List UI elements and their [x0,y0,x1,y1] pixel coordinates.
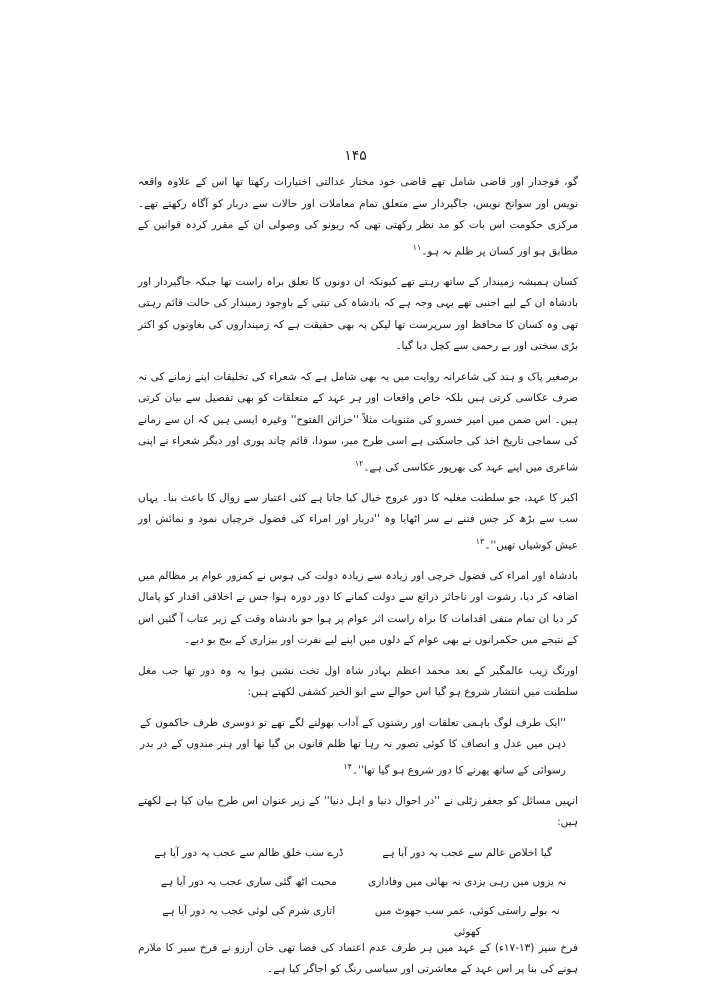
quote-text: ''ایک طرف لوگ باہمی تعلقات اور رشتوں کے آداب بھولنے لگے تھے تو دوسری طرف حاکموں کے ذہن میں عدل و انصاف کا کوئی تصور نہ رہا تھا ظلم قانون بن گیا تھا اور ہنر مندوں کے در بدر رسوائی کے ساتھ پھرنے کا دور شروع ہو گیا تھا''۔ [140,716,566,776]
paragraph [138,172,578,263]
paragraph [138,488,578,557]
poem-hemistich: اتاری شرم کی لوئی عجب یہ دور آیا ہے [162,904,336,917]
footnote-marker: ۱۳ [475,536,485,546]
paragraph: بادشاہ اور امراء کی فضول خرچی اور زیادہ سے زیادہ دولت کی ہوس نے کمزور عوام پر مظالم میں اضافہ کر دیا، رشوت اور ناجائز ذرائع سے دولت کمانے کا دور دورہ ہوا جس نے اخلاقی اقدار کو پامال کر دیا ان تمام منفی اقدامات کا براہ راست اثر عوام پر ہوا جو بادشاہ وقت کے زیر عتاب آ گئیں اس کے نتیجے میں حکمرانوں نے بھی عوام کے دلوں میں اپنے لیے نفرت اور بیزاری کے بیج بو دیے۔ [138,569,578,646]
page-body [138,172,578,990]
paragraph-text: اکبر کا عہد، جو سلطنت مغلیہ کا دور عروج خیال کیا جاتا ہے کئی اعتبار سے زوال کا باعث بنا۔ یہاں سب سے بڑھ کر جس فتنے نے سر اٹھایا وہ ''دربار اور امراء کی فضول خرچیاں نمود و نمائش اور عیش کوشیاں تھیں''۔ [138,491,578,551]
footnote-marker: ۱۲ [354,458,364,468]
paragraph: کسان ہمیشہ زمیندار کے ساتھ رہتے تھے کیونکہ ان دونوں کا تعلق براہ راست تھا جبکہ جاگیردار اور بادشاہ ان کے لیے اجنبی تھے یہی وجہ ہے کہ بادشاہ کی تبتی کے باوجود زمیندار کی حالت قائم رہتی تھی وہ کسان کا محافظ اور سرپرست تھا لیکن یہ بھی حقیقت ہے کہ زمینداروں کی بغاوتوں کو اکثر بڑی سختی اور بے رحمی سے کچل دیا گیا۔ [138,275,578,352]
paragraph [138,367,578,479]
poem-couplet [138,843,578,872]
poem [138,843,578,938]
poem-couplet [138,901,578,938]
footnote-marker: ۱۴ [343,761,352,771]
paragraph-text: برصغیر پاک و ہند کی شاعرانہ روایت میں یہ بھی شامل ہے کہ شعراء کی تخلیقات اپنے زمانے کی نہ صرف عکاسی کرتی ہیں بلکہ خاص واقعات اور ہر عہد کے متعلقات کو بھی تفصیل سے بیان کرتی ہیں۔ اس ضمن میں امیر خسرو کی مثنویات مثلاً ''خزائن الفتوح'' وغیرہ ایسی ہیں کہ ان سے زمانے کی سماجی تاریخ اخذ کی جاسکتی ہے اسی طرح میر، سودا، قائم چاند پوری اور دیگر شعراء نے اپنی شاعری میں اپنے عہد کی بھرپور عکاسی کی ہے۔ [138,370,578,473]
poem-couplet [138,872,578,901]
block-quote [138,713,578,782]
poem-hemistich: نہ بولے راستی کوئی، عمر سب جھوٹ میں کھوئی [374,904,560,938]
footnote-marker: ۱۱ [412,242,422,252]
poem-hemistich: ڈرے سب خلق ظالم سے عجب یہ دور آیا ہے [154,846,344,859]
paragraph: انہیں مسائل کو جعفر زٹلی نے ''در احوال دنیا و اہل دنیا'' کے زیر عنوان اس طرح بیان کیا ہے لکھتے ہیں: [138,794,578,828]
poem-hemistich: محبت اٹھ گئی ساری عجب یہ دور آیا ہے [160,875,337,888]
poem-hemistich: گیا اخلاص عالم سے عجب یہ دور آیا ہے [382,846,553,859]
poem-hemistich: نہ یزوں میں رہی یزدی نہ بھائی میں وفاداری [368,875,567,888]
paragraph: فرخ سیر (۱۳-۱۷ء) کے عہد میں ہر طرف عدم اعتماد کی فضا تھی خان آرزو نے فرخ سیر کا ملازم ہونے کی بنا پر اس عہد کے معاشرتی اور سیاسی رنگ کو اجاگر کیا ہے۔ [138,941,578,975]
paragraph: اورنگ زیب عالمگیر کے بعد محمد اعظم بہادر شاہ اول تخت نشین ہوا یہ وہ دور تھا جب مغل سلطنت میں انتشار شروع ہو گیا اس حوالے سے ابو الخیر کشفی لکھتے ہیں: [138,664,578,698]
paragraph-text: گو، فوجدار اور قاضی شامل تھے قاضی خود مختار عدالتی اختیارات رکھتا تھا اس کے علاوہ واقعہ نویس اور سوانح نویس، جاگیردار سے متعلق تمام معاملات اور حالات سے دربار کو آگاہ رکھتے تھے۔ مرکزی حکومت اس بات کو مد نظر رکھتی تھی کہ ریونو کی وصولی ان کے مقرر کردہ قوانین کے مطابق ہو اور کسان پر ظلم نہ ہو۔ [138,176,578,257]
page-number: ۱۴۵ [344,148,367,164]
